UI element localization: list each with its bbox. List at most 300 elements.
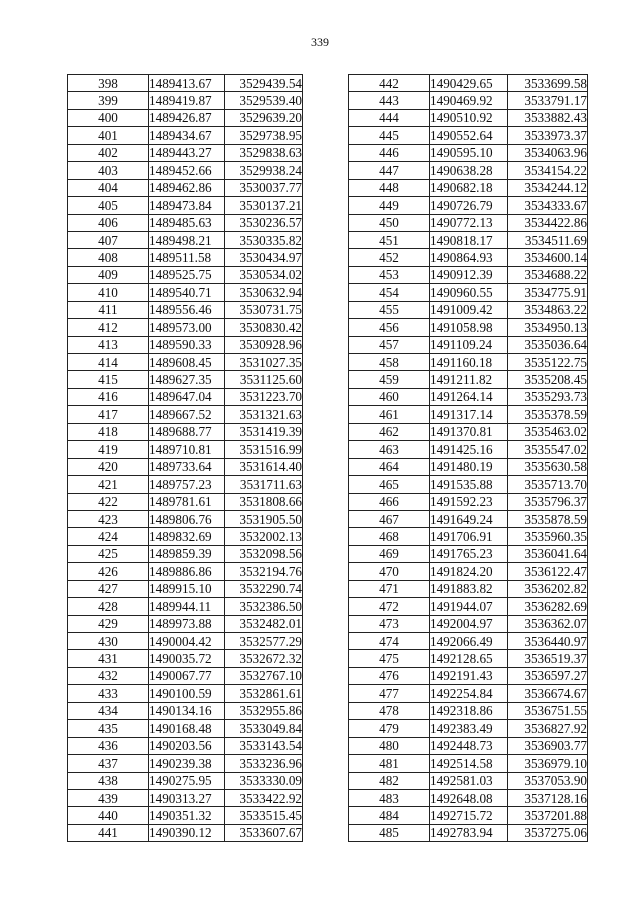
y-coordinate-cell: 3532002.13 (225, 528, 303, 545)
point-number-cell: 400 (68, 109, 149, 126)
point-number-cell: 411 (68, 301, 149, 318)
x-coordinate-cell: 1489781.61 (149, 493, 225, 510)
point-number-cell: 454 (349, 284, 430, 301)
point-number-cell: 417 (68, 406, 149, 423)
x-coordinate-cell: 1491058.98 (430, 319, 508, 336)
x-coordinate-cell: 1489915.10 (149, 580, 225, 597)
x-coordinate-cell: 1490313.27 (149, 789, 225, 806)
point-number-cell: 476 (349, 667, 430, 684)
y-coordinate-cell: 3535796.37 (508, 493, 588, 510)
table-row (349, 179, 588, 196)
page-number: 339 (311, 35, 329, 49)
point-number-cell: 435 (68, 720, 149, 737)
x-coordinate-cell: 1490429.65 (430, 75, 508, 92)
point-number-cell: 421 (68, 476, 149, 493)
table-row (68, 510, 303, 527)
x-coordinate-cell: 1489973.88 (149, 615, 225, 632)
table-row (68, 249, 303, 266)
x-coordinate-cell: 1489419.87 (149, 92, 225, 109)
x-coordinate-cell: 1490168.48 (149, 720, 225, 737)
x-coordinate-cell: 1490035.72 (149, 650, 225, 667)
table-row (349, 720, 588, 737)
y-coordinate-cell: 3536362.07 (508, 615, 588, 632)
point-number-cell: 460 (349, 388, 430, 405)
table-row (68, 231, 303, 248)
x-coordinate-cell: 1490638.28 (430, 162, 508, 179)
y-coordinate-cell: 3529439.54 (225, 75, 303, 92)
x-coordinate-cell: 1489498.21 (149, 231, 225, 248)
x-coordinate-cell: 1491370.81 (430, 423, 508, 440)
point-number-cell: 455 (349, 301, 430, 318)
point-number-cell: 428 (68, 598, 149, 615)
table-row (349, 615, 588, 632)
table-row (68, 772, 303, 789)
point-number-cell: 458 (349, 354, 430, 371)
point-number-cell: 424 (68, 528, 149, 545)
table-row (68, 737, 303, 754)
table-row (68, 162, 303, 179)
table-row (68, 545, 303, 562)
x-coordinate-cell: 1490772.13 (430, 214, 508, 231)
coordinate-table-left (67, 74, 303, 842)
table-row (68, 423, 303, 440)
x-coordinate-cell: 1490510.92 (430, 109, 508, 126)
x-coordinate-cell: 1491480.19 (430, 458, 508, 475)
x-coordinate-cell: 1489426.87 (149, 109, 225, 126)
table-row (68, 75, 303, 92)
point-number-cell: 423 (68, 510, 149, 527)
table-row (349, 807, 588, 824)
point-number-cell: 432 (68, 667, 149, 684)
x-coordinate-cell: 1489944.11 (149, 598, 225, 615)
table-row (349, 528, 588, 545)
point-number-cell: 413 (68, 336, 149, 353)
point-number-cell: 410 (68, 284, 149, 301)
table-row (349, 284, 588, 301)
table-row (349, 406, 588, 423)
y-coordinate-cell: 3530236.57 (225, 214, 303, 231)
y-coordinate-cell: 3530335.82 (225, 231, 303, 248)
y-coordinate-cell: 3536519.37 (508, 650, 588, 667)
x-coordinate-cell: 1491264.14 (430, 388, 508, 405)
point-number-cell: 407 (68, 231, 149, 248)
y-coordinate-cell: 3531027.35 (225, 354, 303, 371)
x-coordinate-cell: 1491535.88 (430, 476, 508, 493)
table-row (349, 702, 588, 719)
x-coordinate-cell: 1489540.71 (149, 284, 225, 301)
table-row (349, 371, 588, 388)
point-number-cell: 446 (349, 144, 430, 161)
point-number-cell: 450 (349, 214, 430, 231)
point-number-cell: 420 (68, 458, 149, 475)
table-row (68, 755, 303, 772)
y-coordinate-cell: 3531419.39 (225, 423, 303, 440)
table-row (349, 441, 588, 458)
table-row (68, 667, 303, 684)
y-coordinate-cell: 3531223.70 (225, 388, 303, 405)
y-coordinate-cell: 3535878.59 (508, 510, 588, 527)
point-number-cell: 402 (68, 144, 149, 161)
x-coordinate-cell: 1489434.67 (149, 127, 225, 144)
x-coordinate-cell: 1490239.38 (149, 755, 225, 772)
table-row (349, 319, 588, 336)
table-row (68, 580, 303, 597)
point-number-cell: 445 (349, 127, 430, 144)
x-coordinate-cell: 1492648.08 (430, 789, 508, 806)
x-coordinate-cell: 1490864.93 (430, 249, 508, 266)
y-coordinate-cell: 3536282.69 (508, 598, 588, 615)
table-row (68, 824, 303, 841)
y-coordinate-cell: 3529738.95 (225, 127, 303, 144)
x-coordinate-cell: 1489462.86 (149, 179, 225, 196)
y-coordinate-cell: 3530037.77 (225, 179, 303, 196)
x-coordinate-cell: 1489859.39 (149, 545, 225, 562)
point-number-cell: 408 (68, 249, 149, 266)
y-coordinate-cell: 3536979.10 (508, 755, 588, 772)
table-row (68, 179, 303, 196)
x-coordinate-cell: 1489733.64 (149, 458, 225, 475)
y-coordinate-cell: 3533699.58 (508, 75, 588, 92)
y-coordinate-cell: 3533143.54 (225, 737, 303, 754)
table-row (349, 75, 588, 92)
point-number-cell: 463 (349, 441, 430, 458)
table-row (349, 266, 588, 283)
table-row (349, 737, 588, 754)
table-row (349, 127, 588, 144)
point-number-cell: 442 (349, 75, 430, 92)
point-number-cell: 453 (349, 266, 430, 283)
table-row (349, 301, 588, 318)
y-coordinate-cell: 3537275.06 (508, 824, 588, 841)
point-number-cell: 474 (349, 633, 430, 650)
point-number-cell: 439 (68, 789, 149, 806)
y-coordinate-cell: 3531808.66 (225, 493, 303, 510)
x-coordinate-cell: 1489525.75 (149, 266, 225, 283)
point-number-cell: 405 (68, 197, 149, 214)
point-number-cell: 464 (349, 458, 430, 475)
x-coordinate-cell: 1490552.64 (430, 127, 508, 144)
x-coordinate-cell: 1489832.69 (149, 528, 225, 545)
table-row (68, 214, 303, 231)
x-coordinate-cell: 1490595.10 (430, 144, 508, 161)
y-coordinate-cell: 3532955.86 (225, 702, 303, 719)
table-row (349, 458, 588, 475)
table-row (68, 615, 303, 632)
table-row (349, 598, 588, 615)
point-number-cell: 485 (349, 824, 430, 841)
point-number-cell: 440 (68, 807, 149, 824)
point-number-cell: 401 (68, 127, 149, 144)
x-coordinate-cell: 1489710.81 (149, 441, 225, 458)
x-coordinate-cell: 1491765.23 (430, 545, 508, 562)
x-coordinate-cell: 1489627.35 (149, 371, 225, 388)
y-coordinate-cell: 3534950.13 (508, 319, 588, 336)
point-number-cell: 404 (68, 179, 149, 196)
table-row (349, 354, 588, 371)
table-row (349, 633, 588, 650)
point-number-cell: 472 (349, 598, 430, 615)
table-row (68, 92, 303, 109)
y-coordinate-cell: 3532767.10 (225, 667, 303, 684)
x-coordinate-cell: 1489573.00 (149, 319, 225, 336)
y-coordinate-cell: 3533515.45 (225, 807, 303, 824)
x-coordinate-cell: 1492191.43 (430, 667, 508, 684)
table-row (68, 807, 303, 824)
point-number-cell: 475 (349, 650, 430, 667)
x-coordinate-cell: 1490351.32 (149, 807, 225, 824)
y-coordinate-cell: 3536674.67 (508, 685, 588, 702)
y-coordinate-cell: 3536597.27 (508, 667, 588, 684)
point-number-cell: 427 (68, 580, 149, 597)
point-number-cell: 431 (68, 650, 149, 667)
table-row (349, 772, 588, 789)
x-coordinate-cell: 1491883.82 (430, 580, 508, 597)
y-coordinate-cell: 3530632.94 (225, 284, 303, 301)
y-coordinate-cell: 3534154.22 (508, 162, 588, 179)
table-row (349, 563, 588, 580)
point-number-cell: 483 (349, 789, 430, 806)
x-coordinate-cell: 1491160.18 (430, 354, 508, 371)
y-coordinate-cell: 3536903.77 (508, 737, 588, 754)
table-row (349, 667, 588, 684)
table-row (68, 789, 303, 806)
table-row (68, 598, 303, 615)
x-coordinate-cell: 1490469.92 (430, 92, 508, 109)
x-coordinate-cell: 1490100.59 (149, 685, 225, 702)
y-coordinate-cell: 3536202.82 (508, 580, 588, 597)
y-coordinate-cell: 3533049.84 (225, 720, 303, 737)
table-row (68, 284, 303, 301)
y-coordinate-cell: 3536122.47 (508, 563, 588, 580)
point-number-cell: 461 (349, 406, 430, 423)
table-row (68, 528, 303, 545)
x-coordinate-cell: 1491425.16 (430, 441, 508, 458)
table-row (68, 266, 303, 283)
y-coordinate-cell: 3537201.88 (508, 807, 588, 824)
table-row (68, 685, 303, 702)
x-coordinate-cell: 1490912.39 (430, 266, 508, 283)
y-coordinate-cell: 3535713.70 (508, 476, 588, 493)
point-number-cell: 416 (68, 388, 149, 405)
table-row (68, 493, 303, 510)
y-coordinate-cell: 3533422.92 (225, 789, 303, 806)
x-coordinate-cell: 1489443.27 (149, 144, 225, 161)
y-coordinate-cell: 3530434.97 (225, 249, 303, 266)
x-coordinate-cell: 1492514.58 (430, 755, 508, 772)
point-number-cell: 415 (68, 371, 149, 388)
table-row (349, 580, 588, 597)
y-coordinate-cell: 3532098.56 (225, 545, 303, 562)
x-coordinate-cell: 1490960.55 (430, 284, 508, 301)
x-coordinate-cell: 1490004.42 (149, 633, 225, 650)
point-number-cell: 425 (68, 545, 149, 562)
point-number-cell: 459 (349, 371, 430, 388)
point-number-cell: 471 (349, 580, 430, 597)
point-number-cell: 451 (349, 231, 430, 248)
point-number-cell: 438 (68, 772, 149, 789)
point-number-cell: 406 (68, 214, 149, 231)
y-coordinate-cell: 3530928.96 (225, 336, 303, 353)
table-row (349, 824, 588, 841)
table-row (68, 109, 303, 126)
y-coordinate-cell: 3532194.76 (225, 563, 303, 580)
y-coordinate-cell: 3533973.37 (508, 127, 588, 144)
y-coordinate-cell: 3531125.60 (225, 371, 303, 388)
y-coordinate-cell: 3529639.20 (225, 109, 303, 126)
table-row (68, 127, 303, 144)
table-row (68, 650, 303, 667)
y-coordinate-cell: 3533791.17 (508, 92, 588, 109)
y-coordinate-cell: 3531905.50 (225, 510, 303, 527)
point-number-cell: 484 (349, 807, 430, 824)
point-number-cell: 436 (68, 737, 149, 754)
table-row (349, 545, 588, 562)
table-row (349, 755, 588, 772)
x-coordinate-cell: 1489806.76 (149, 510, 225, 527)
x-coordinate-cell: 1489590.33 (149, 336, 225, 353)
y-coordinate-cell: 3532672.32 (225, 650, 303, 667)
y-coordinate-cell: 3530534.02 (225, 266, 303, 283)
y-coordinate-cell: 3536827.92 (508, 720, 588, 737)
x-coordinate-cell: 1489757.23 (149, 476, 225, 493)
x-coordinate-cell: 1491592.23 (430, 493, 508, 510)
y-coordinate-cell: 3534422.86 (508, 214, 588, 231)
y-coordinate-cell: 3535630.58 (508, 458, 588, 475)
y-coordinate-cell: 3537128.16 (508, 789, 588, 806)
point-number-cell: 481 (349, 755, 430, 772)
point-number-cell: 470 (349, 563, 430, 580)
x-coordinate-cell: 1491109.24 (430, 336, 508, 353)
table-row (349, 92, 588, 109)
x-coordinate-cell: 1490067.77 (149, 667, 225, 684)
y-coordinate-cell: 3534511.69 (508, 231, 588, 248)
y-coordinate-cell: 3535122.75 (508, 354, 588, 371)
x-coordinate-cell: 1491649.24 (430, 510, 508, 527)
x-coordinate-cell: 1491944.07 (430, 598, 508, 615)
table-row (68, 702, 303, 719)
y-coordinate-cell: 3532386.50 (225, 598, 303, 615)
point-number-cell: 434 (68, 702, 149, 719)
y-coordinate-cell: 3535036.64 (508, 336, 588, 353)
y-coordinate-cell: 3532861.61 (225, 685, 303, 702)
y-coordinate-cell: 3534775.91 (508, 284, 588, 301)
point-number-cell: 418 (68, 423, 149, 440)
x-coordinate-cell: 1489608.45 (149, 354, 225, 371)
table-row (349, 249, 588, 266)
y-coordinate-cell: 3531711.63 (225, 476, 303, 493)
table-row (349, 789, 588, 806)
x-coordinate-cell: 1492383.49 (430, 720, 508, 737)
point-number-cell: 437 (68, 755, 149, 772)
point-number-cell: 478 (349, 702, 430, 719)
y-coordinate-cell: 3535547.02 (508, 441, 588, 458)
point-number-cell: 441 (68, 824, 149, 841)
x-coordinate-cell: 1492128.65 (430, 650, 508, 667)
y-coordinate-cell: 3534863.22 (508, 301, 588, 318)
table-row (68, 388, 303, 405)
table-row (349, 336, 588, 353)
point-number-cell: 449 (349, 197, 430, 214)
y-coordinate-cell: 3529838.63 (225, 144, 303, 161)
table-row (68, 441, 303, 458)
x-coordinate-cell: 1490682.18 (430, 179, 508, 196)
point-number-cell: 477 (349, 685, 430, 702)
y-coordinate-cell: 3533607.67 (225, 824, 303, 841)
y-coordinate-cell: 3530137.21 (225, 197, 303, 214)
x-coordinate-cell: 1489413.67 (149, 75, 225, 92)
x-coordinate-cell: 1489452.66 (149, 162, 225, 179)
point-number-cell: 466 (349, 493, 430, 510)
x-coordinate-cell: 1489556.46 (149, 301, 225, 318)
point-number-cell: 482 (349, 772, 430, 789)
y-coordinate-cell: 3533236.96 (225, 755, 303, 772)
y-coordinate-cell: 3531516.99 (225, 441, 303, 458)
y-coordinate-cell: 3534333.67 (508, 197, 588, 214)
x-coordinate-cell: 1491706.91 (430, 528, 508, 545)
y-coordinate-cell: 3535463.02 (508, 423, 588, 440)
x-coordinate-cell: 1489473.84 (149, 197, 225, 214)
x-coordinate-cell: 1490818.17 (430, 231, 508, 248)
table-row (68, 371, 303, 388)
y-coordinate-cell: 3530830.42 (225, 319, 303, 336)
table-row (68, 197, 303, 214)
y-coordinate-cell: 3536440.97 (508, 633, 588, 650)
table-row (349, 144, 588, 161)
y-coordinate-cell: 3535293.73 (508, 388, 588, 405)
x-coordinate-cell: 1490726.79 (430, 197, 508, 214)
table-row (68, 354, 303, 371)
y-coordinate-cell: 3536041.64 (508, 545, 588, 562)
x-coordinate-cell: 1491317.14 (430, 406, 508, 423)
table-row (68, 476, 303, 493)
y-coordinate-cell: 3534688.22 (508, 266, 588, 283)
point-number-cell: 412 (68, 319, 149, 336)
point-number-cell: 452 (349, 249, 430, 266)
x-coordinate-cell: 1490275.95 (149, 772, 225, 789)
y-coordinate-cell: 3532290.74 (225, 580, 303, 597)
table-row (349, 510, 588, 527)
x-coordinate-cell: 1491211.82 (430, 371, 508, 388)
point-number-cell: 429 (68, 615, 149, 632)
table-row (349, 388, 588, 405)
table-row (68, 720, 303, 737)
y-coordinate-cell: 3529539.40 (225, 92, 303, 109)
y-coordinate-cell: 3529938.24 (225, 162, 303, 179)
y-coordinate-cell: 3535960.35 (508, 528, 588, 545)
x-coordinate-cell: 1490203.56 (149, 737, 225, 754)
x-coordinate-cell: 1489667.52 (149, 406, 225, 423)
y-coordinate-cell: 3534244.12 (508, 179, 588, 196)
table-row (68, 563, 303, 580)
x-coordinate-cell: 1490134.16 (149, 702, 225, 719)
point-number-cell: 457 (349, 336, 430, 353)
x-coordinate-cell: 1491824.20 (430, 563, 508, 580)
x-coordinate-cell: 1489688.77 (149, 423, 225, 440)
point-number-cell: 399 (68, 92, 149, 109)
y-coordinate-cell: 3530731.75 (225, 301, 303, 318)
point-number-cell: 398 (68, 75, 149, 92)
y-coordinate-cell: 3531321.63 (225, 406, 303, 423)
table-row (68, 319, 303, 336)
point-number-cell: 467 (349, 510, 430, 527)
coordinate-table-right (348, 74, 588, 842)
x-coordinate-cell: 1489485.63 (149, 214, 225, 231)
y-coordinate-cell: 3532577.29 (225, 633, 303, 650)
x-coordinate-cell: 1492783.94 (430, 824, 508, 841)
y-coordinate-cell: 3534063.96 (508, 144, 588, 161)
y-coordinate-cell: 3537053.90 (508, 772, 588, 789)
x-coordinate-cell: 1492715.72 (430, 807, 508, 824)
